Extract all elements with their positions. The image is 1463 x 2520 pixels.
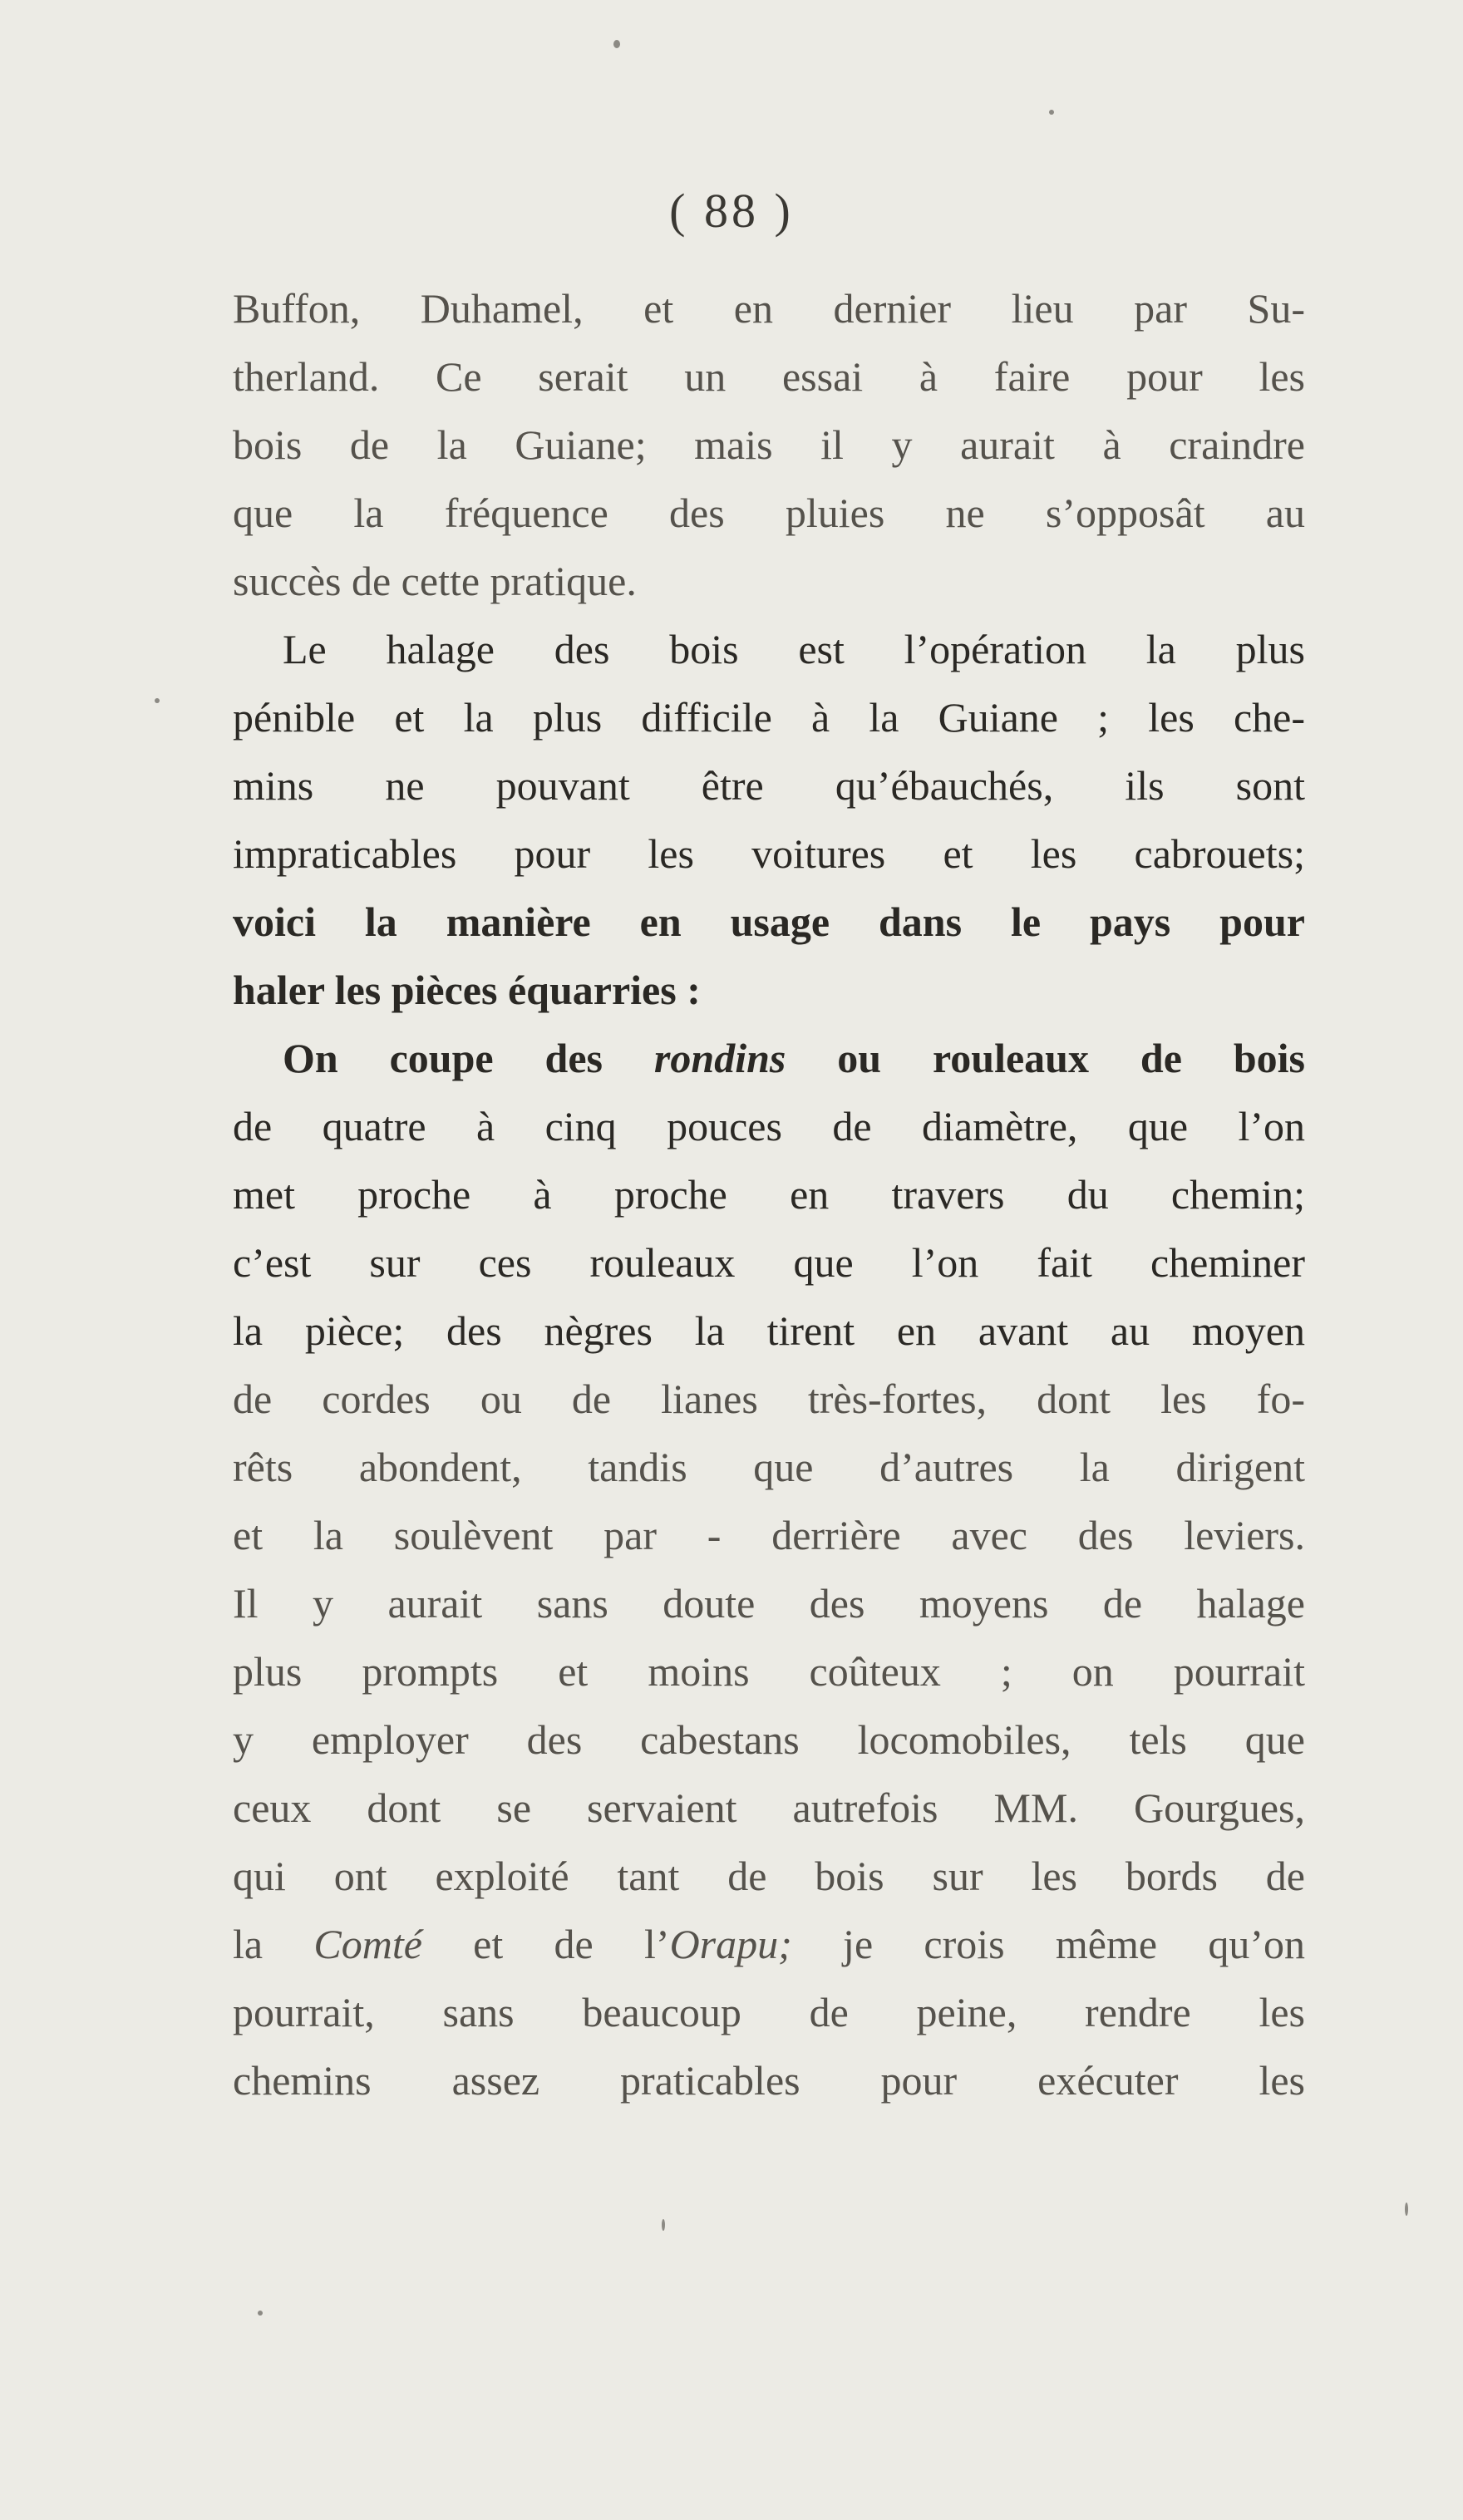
text-span: On coupe des bbox=[283, 1035, 654, 1081]
text-line: bois de la Guiane; mais il y aurait à craindre bbox=[233, 421, 1305, 468]
text-line: qui ont exploité tant de bois sur les bords de bbox=[233, 1853, 1305, 1899]
text-line bbox=[233, 1910, 1305, 1978]
text-line: la pièce; des nègres la tirent en avant au moyen bbox=[233, 1307, 1305, 1354]
text-line: voici la manière en usage dans le pays pour bbox=[233, 898, 1305, 945]
text-line: succès de cette pratique. bbox=[233, 558, 637, 604]
body-text bbox=[233, 274, 1305, 2114]
text-line: de quatre à cinq pouces de diamètre, que l’on bbox=[233, 1103, 1305, 1149]
text-line: rêts abondent, tandis que d’autres la dirigent bbox=[233, 1444, 1305, 1490]
text-line: ceux dont se servaient autrefois MM. Gourgues, bbox=[233, 1784, 1305, 1831]
paper-speck bbox=[613, 40, 620, 48]
text-line: chemins assez praticables pour exécuter les bbox=[233, 2057, 1305, 2104]
italic-term: rondins bbox=[653, 1035, 786, 1081]
text-line: de cordes ou de lianes très-fortes, dont les fo- bbox=[233, 1376, 1305, 1422]
text-line: therland. Ce serait un essai à faire pour les bbox=[233, 353, 1305, 400]
text-line: Buffon, Duhamel, et en dernier lieu par Su- bbox=[233, 285, 1305, 332]
text-span: ou rouleaux de bois bbox=[786, 1035, 1305, 1081]
paper-speck bbox=[1405, 2203, 1408, 2216]
text-line: impraticables pour les voitures et les cabrouets; bbox=[233, 830, 1305, 877]
paper-speck bbox=[155, 698, 160, 703]
text-line: pénible et la plus difficile à la Guiane ; les che- bbox=[233, 694, 1305, 741]
text-span: et de l’ bbox=[421, 1921, 670, 1967]
text-line: mins ne pouvant être qu’ébauchés, ils sont bbox=[233, 762, 1305, 809]
italic-place-name: Orapu; bbox=[669, 1921, 792, 1967]
text-line: haler les pièces équarries : bbox=[233, 967, 701, 1013]
text-span: je crois même qu’on bbox=[791, 1921, 1305, 1967]
paper-speck bbox=[1049, 110, 1054, 115]
paper-speck bbox=[258, 2311, 263, 2316]
text-line: plus prompts et moins coûteux ; on pourrait bbox=[233, 1648, 1305, 1695]
paper-speck bbox=[662, 2219, 665, 2231]
text-span: la bbox=[233, 1921, 314, 1967]
text-line: Il y aurait sans doute des moyens de halage bbox=[233, 1580, 1305, 1627]
text-line: Le halage des bois est l’opération la plus bbox=[283, 626, 1305, 672]
text-line: c’est sur ces rouleaux que l’on fait cheminer bbox=[233, 1239, 1305, 1286]
text-line: met proche à proche en travers du chemin; bbox=[233, 1171, 1305, 1218]
italic-place-name: Comté bbox=[313, 1921, 422, 1967]
text-line: y employer des cabestans locomobiles, tels que bbox=[233, 1716, 1305, 1763]
text-line: et la soulèvent par - derrière avec des leviers. bbox=[233, 1512, 1305, 1558]
text-line: pourrait, sans beaucoup de peine, rendre les bbox=[233, 1989, 1305, 2035]
text-line: que la fréquence des pluies ne s’opposât au bbox=[233, 490, 1305, 536]
text-line bbox=[233, 1024, 1305, 1092]
page-number: ( 88 ) bbox=[669, 184, 794, 238]
